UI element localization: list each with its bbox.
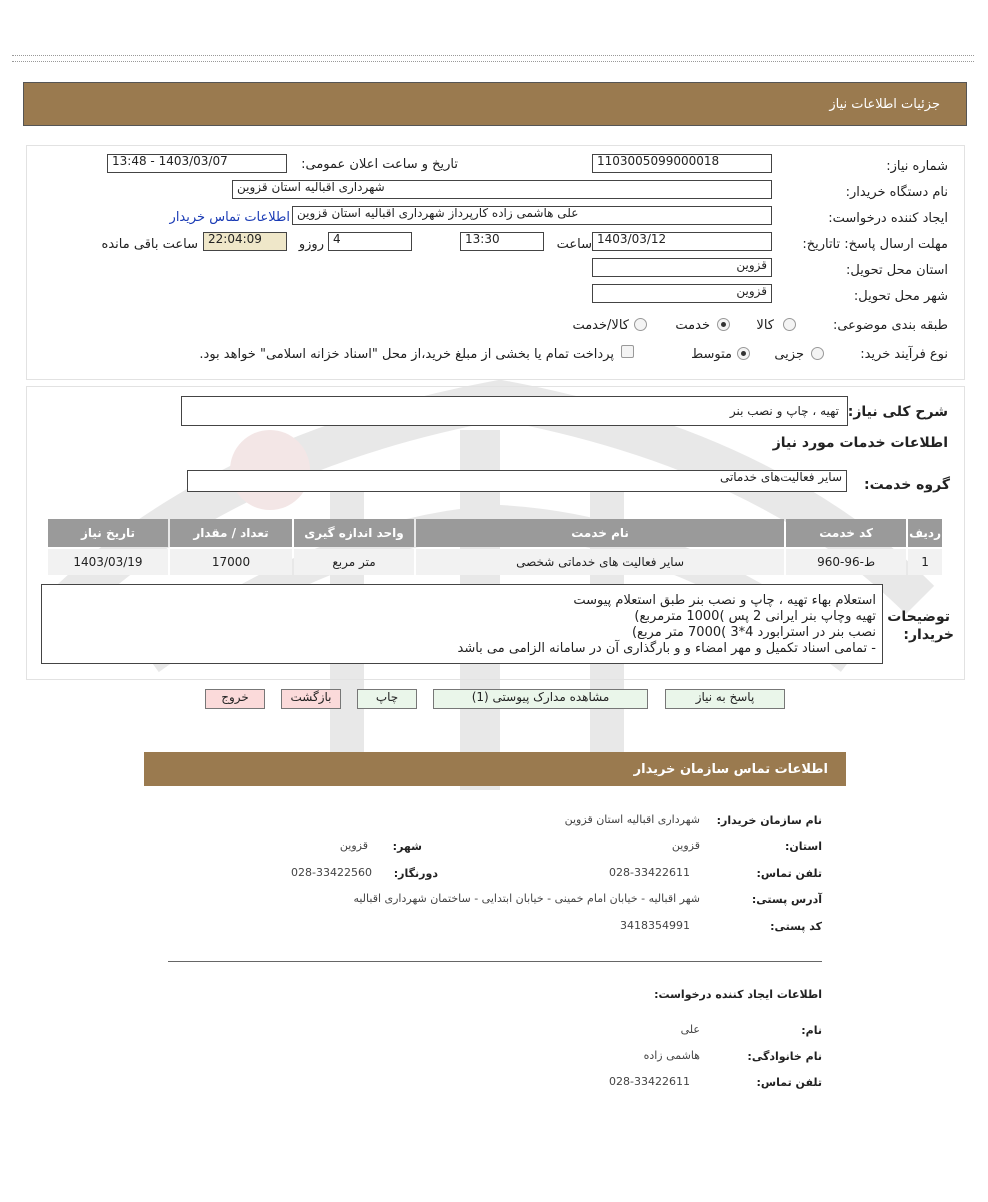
contact-city-label: شهر: [392,840,422,853]
top-divider [12,55,974,62]
contact-header [144,752,846,786]
address-label: آدرس پستی: [751,893,822,906]
process-option-minor: جزیی [774,347,804,362]
notes-line: نصب بنر در استرابورد 4*3 )7000 متر مربع) [631,625,876,640]
creator-title: اطلاعات ایجاد کننده درخواست: [654,988,822,1001]
category-radio-goods[interactable] [783,318,796,331]
buyer-contact-link[interactable]: اطلاعات تماس خریدار [169,210,290,225]
requester-field: علی هاشمی زاده کارپرداز شهرداری اقبالیه استان قزوین [292,206,772,225]
creator-family-value: هاشمی زاده [643,1049,700,1062]
org-label: نام سازمان خریدار: [716,814,822,827]
creator-name-label: نام: [801,1024,822,1037]
col-unit: واحد اندازه گیری [294,519,414,547]
group-label: گروه خدمت: [864,477,950,493]
creator-family-label: نام خانوادگی: [747,1050,822,1063]
category-radio-both[interactable] [634,318,647,331]
col-row-number: ردیف [908,519,942,547]
col-need-date: تاریخ نیاز [48,519,168,547]
cell-need-date: 1403/03/19 [48,549,168,575]
deadline-label: مهلت ارسال پاسخ: تاتاریخ: [802,237,948,252]
category-option-both: کالا/خدمت [572,318,629,333]
buyer-org-field: شهرداری اقبالیه استان قزوین [232,180,772,199]
deadline-time-field: 13:30 [460,232,544,251]
reply-button[interactable]: پاسخ به نیاز [665,689,785,709]
announce-label: تاریخ و ساعت اعلان عمومی: [301,157,458,172]
summary-field: تهیه ، چاپ و نصب بنر [181,396,848,426]
cell-quantity: 17000 [170,549,292,575]
table-row [48,549,942,575]
creator-phone-value: 028-33422611 [609,1075,690,1088]
contact-city-value: قزوین [339,839,368,852]
category-radio-service[interactable] [717,318,730,331]
notes-line: - تمامی اسناد تکمیل و مهر امضاء و و بارگذاری آن در سامانه الزامی می باشد [457,641,876,656]
days-field: 4 [328,232,412,251]
city-label: شهر محل تحویل: [853,289,948,304]
category-label: طبقه بندی موضوعی: [832,318,948,333]
group-field: سایر فعالیت‌های خدماتی [187,470,847,492]
process-radio-minor[interactable] [811,347,824,360]
process-radio-medium[interactable] [737,347,750,360]
announce-field: 1403/03/07 - 13:48 [107,154,287,173]
notes-line: تهیه وچاپ بنر ایرانی 2 پس )1000 مترمربع) [634,609,876,624]
creator-phone-label: تلفن تماس: [756,1076,822,1089]
phone-label: تلفن تماس: [756,867,822,880]
notes-label-line1: توضیحات [887,609,950,625]
requester-label: ایجاد کننده درخواست: [828,211,948,226]
org-value: شهرداری اقبالیه استان قزوین [564,813,700,826]
services-title: اطلاعات خدمات مورد نیاز [772,435,948,451]
table-header-row [48,519,942,547]
summary-label: شرح کلی نیاز: [847,404,948,420]
category-option-service: خدمت [675,318,710,333]
cell-service-name: سایر فعالیت های خدماتی شخصی [416,549,784,575]
process-label: نوع فرآیند خرید: [860,347,948,362]
print-button[interactable]: چاپ [357,689,417,709]
days-label: روزو [298,237,324,252]
contact-province-value: قزوین [671,839,700,852]
remaining-label: ساعت باقی مانده [101,237,198,252]
fax-value: 028-33422560 [291,866,372,879]
cell-service-code: ط-96-960 [786,549,906,575]
creator-name-value: علی [680,1023,700,1036]
notes-line: استعلام بهاء تهیه ، چاپ و نصب بنر طبق استعلام پیوست [573,593,876,608]
province-field: قزوین [592,258,772,277]
cell-row-number: 1 [908,549,942,575]
col-service-code: کد خدمت [786,519,906,547]
attachments-button[interactable]: مشاهده مدارک پیوستی (1) [433,689,648,709]
col-service-name: نام خدمت [416,519,784,547]
buyer-org-label: نام دستگاه خریدار: [845,185,948,200]
city-field: قزوین [592,284,772,303]
col-quantity: تعداد / مقدار [170,519,292,547]
phone-value: 028-33422611 [609,866,690,879]
cell-unit: متر مربع [294,549,414,575]
exit-button[interactable]: خروج [205,689,265,709]
process-option-medium: متوسط [691,347,732,362]
contact-header-title: اطلاعات تماس سازمان خریدار [633,762,828,777]
contact-province-label: استان: [785,840,822,853]
fax-label: دورنگار: [393,867,438,880]
treasury-checkbox[interactable] [621,345,634,358]
category-option-goods: کالا [756,318,774,333]
postal-value: 3418354991 [620,919,690,932]
details-header [23,82,967,126]
contact-divider [168,961,822,962]
details-header-title: جزئیات اطلاعات نیاز [829,97,940,112]
back-button[interactable]: بازگشت [281,689,341,709]
services-table [46,517,944,577]
province-label: استان محل تحویل: [846,263,948,278]
postal-label: کد پستی: [770,920,822,933]
hour-label: ساعت [556,237,592,252]
treasury-note: پرداخت تمام یا بخشی از مبلغ خرید،از محل "اسناد خزانه اسلامی" خواهد بود. [199,347,614,362]
address-value: شهر اقبالیه - خیابان امام خمینی - خیابان ابتدایی - ساختمان شهرداری اقبالیه [353,892,700,905]
need-number-field: 1103005099000018 [592,154,772,173]
notes-label-line2: خریدار: [903,627,954,643]
remaining-time-field: 22:04:09 [203,232,287,251]
deadline-date-field: 1403/03/12 [592,232,772,251]
need-number-label: شماره نیاز: [886,159,948,174]
notes-box [41,584,883,664]
